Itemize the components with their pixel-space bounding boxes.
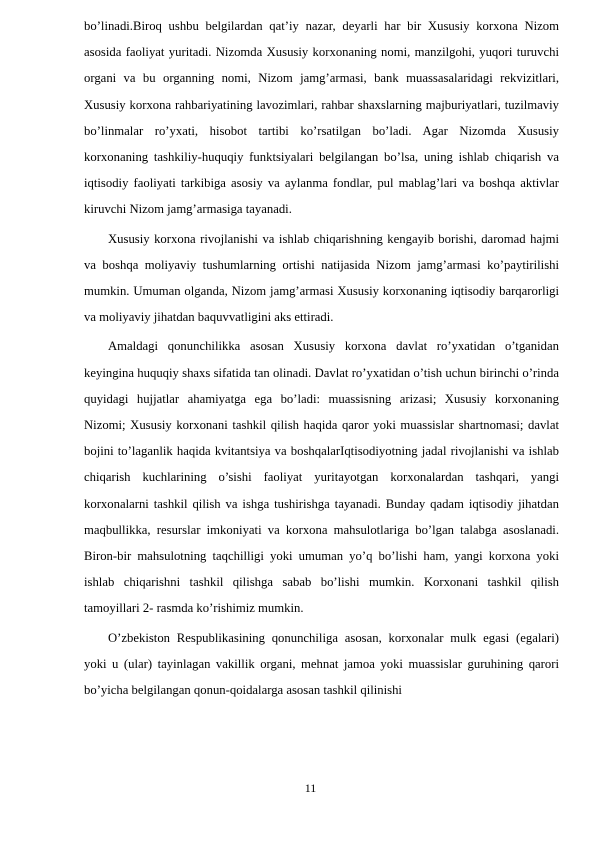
page-number: 11 <box>304 781 317 795</box>
page-body <box>84 13 559 703</box>
paragraph-4: O’zbekiston Respublikasining qonunchiligа asosan, korxonalar mulk egasi (egalari) yoki u (ular) tayinlagan vakillik organi, mehnat jamoa yoki muassislar guruhining qarori bo’yicha belgilangan qonun-qoidalarga asosan tashkil qilinishi <box>84 630 559 698</box>
paragraph-3: Amaldagi qonunchilikka asosan Xususiy korxona davlat ro’yxatidan o’tganidan keyingina huquqiy shaxs sifatida tan olinadi. Davlat ro’yxatidan o’tish uchun birinchi o’rinda quyidagi hujjatlar ahamiyatga ega bo’ladi: muassisning arizasi; Xususiy korxonaning Nizomi; Xususiy korxonani tashkil qilish haqida qaror yoki muassislar shartnomasi; davlat bojini to’laganlik haqida kvitantsiya va boshqalarIqtisodiyotning jadal rivojlanishi va ishlab chiqarish kuchlarining o’sishi faoliyat yuritayotgan korxonalardan tashqari, yangi korxonalarni tashkil qilish va ishga tushirishga tayanadi. Bunday qadam iqtisodiy jihatdan maqbullikka, resurslar imkoniyati va korxona mahsulotlariga bo’lgan talabga asoslanadi. Biron-bir mahsulotning taqchilligi yoki umuman yo’q bo’lishi ham, yangi korxona yoki ishlab chiqarishni tashkil qilishga sabab bo’lishi mumkin. Korxonani tashkil qilish tamoyillari 2- rasmda ko’rishimiz mumkin. <box>84 339 559 616</box>
paragraph-1: bo’linadi.Biroq ushbu belgilardan qat’iy nazar, deyarli har bir Xususiy korxona Nizom asosida faoliyat yuritadi. Nizomda Xususiy korxonaning nomi, manzilgohi, yuqori turuvchi organi va bu organning nomi, Nizom jamg’armasi, bank muassasalaridagi rekvizitlari, Xususiy korxona rahbariyatining lavozimlari, rahbar shaxslarning majburiyatlari, tuzilmaviy bo’linmalar ro’yxati, hisobot tartibi ko’rsatilgan bo’ladi. Agar Nizomda Xususiy korxonaning tashkiliy-huquqiy funktsiyalari belgilangan bo’lsa, uning ishlab chiqarish va iqtisodiy faoliyati tarkibiga asosiy va aylanma fondlar, pul mablag’lari va boshqa aktivlar kiruvchi Nizom jamg’armasiga tayanadi. <box>84 19 559 217</box>
paragraph-2: Xususiy korxona rivojlanishi va ishlab chiqarishning kengayib borishi, daromad hajmi va boshqa moliyaviy tushumlarning ortishi natijasida Nizom jamg’armasi ko’paytirilishi mumkin. Umuman olganda, Nizom jamg’armasi Xususiy korxonaning iqtisodiy barqarorligi va moliyaviy jihatdan baquvvatligini aks ettiradi. <box>84 231 559 325</box>
